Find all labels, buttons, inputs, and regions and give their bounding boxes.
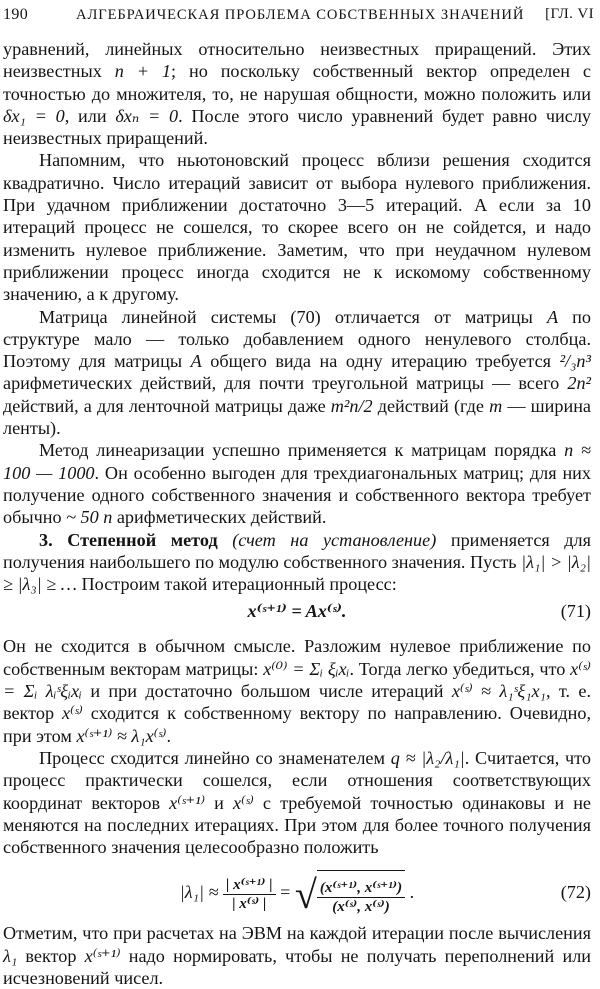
text-run: арифметических действий.	[112, 507, 327, 528]
math-inline: A	[190, 351, 202, 372]
text-run: Построим такой итерационный процесс:	[76, 574, 397, 595]
paragraph-4	[3, 439, 591, 528]
math-inline: x⁽ˢ⁾	[61, 703, 83, 724]
math-inline: q ≈ |λ₂/λ₁|	[390, 747, 465, 768]
text-run: , т. е. вектор	[3, 681, 592, 724]
text-run: .	[166, 725, 171, 746]
math-inline: x⁽ˢ⁾	[232, 792, 254, 813]
math-inline: 2n²	[567, 373, 591, 394]
text-run: вектор	[17, 945, 85, 966]
equation-number: (72)	[560, 882, 591, 903]
math-inline: n + 1	[114, 61, 171, 82]
body-text	[3, 38, 591, 989]
fraction-denominator: (x⁽ˢ⁾, x⁽ˢ⁾)	[332, 898, 390, 915]
text-run: арифметических действий, для почти треугольной матрицы — всего	[3, 373, 568, 394]
text-run: ; но поскольку собственный вектор определен с точностью до множителя, то, не нарушая общности, можно положить или	[3, 61, 591, 104]
equation-lhs: |λ₁| ≈	[179, 882, 219, 903]
fraction-denominator: | x⁽ˢ⁾ |	[232, 895, 267, 912]
text-run: и при достаточно большом числе итераций	[81, 681, 452, 702]
text-run: надо нормировать, чтобы не получать переполнений или исчезновений чисел.	[3, 945, 592, 988]
text-run: общего вида на одну итерацию требуется	[201, 351, 560, 372]
math-inline: x⁽ˢ⁾ = Σᵢ λᵢˢξᵢxᵢ	[3, 658, 591, 702]
math-inline: x⁽ˢ⁾ ≈ λ₁ˢξ₁x₁	[451, 681, 546, 702]
math-inline: |λ₁| > |λ₂| ≥ |λ₃| ≥ …	[3, 551, 591, 595]
math-inline: λ₁	[3, 945, 18, 966]
text-run: применяется для получения наибольшего по модулю собственного значения. Пусть	[3, 529, 591, 572]
math-inline: n ≈ 100 — 1000	[3, 440, 592, 483]
paragraph-3	[3, 306, 591, 440]
paragraph-2: Напомним, что ньютоновский процесс вблизи решения сходится квадратично. Число итераций зависит от выбора нулевого приближения. При удачном приближении достаточно 3—5 итераций. А если за 10 итераций процесс не сошелся, то скорее всего он не сойдется, и надо изменить нулевое приближение. Заметим, что при неудачном нулевом приближении процесс иногда сходится не к искомому собственному значению, а к другому.	[3, 150, 591, 305]
text-run: действий, а для ленточной матрицы даже	[3, 395, 331, 416]
text-run: и	[205, 792, 233, 813]
equals-sign: =	[280, 882, 291, 903]
square-root	[295, 869, 405, 919]
paragraph-7	[3, 747, 591, 858]
text-run: с требуемой точностью одинаковы и не меняются на последних итерациях. При этом для более точного получения собственного значения целесообразно положить	[3, 792, 592, 858]
equation-71	[3, 597, 591, 625]
norm-ratio	[223, 876, 276, 913]
fraction-numerator: (x⁽ˢ⁺¹⁾, x⁽ˢ⁺¹⁾)	[317, 879, 405, 898]
math-inline: x⁽ˢ⁺¹⁾	[84, 945, 121, 966]
equation-period: .	[409, 882, 415, 903]
text-run: сходится к собственному вектору по направлению. Очевидно, при этом	[3, 703, 591, 746]
math-inline: m²n/2	[330, 395, 373, 416]
text-run: Процесс сходится линейно со знаменателем	[39, 747, 391, 768]
equation-expression	[180, 868, 414, 919]
page-header	[0, 0, 600, 34]
chapter-label: [ГЛ. VI	[545, 6, 594, 22]
equation-72	[3, 868, 591, 916]
paragraph-6	[3, 635, 591, 746]
math-inline: x⁽⁰⁾ = Σᵢ ξᵢxᵢ	[263, 658, 350, 679]
math-inline: m	[489, 395, 503, 416]
text-run: Метод линеаризации успешно применяется к матрицам порядка	[39, 440, 565, 461]
math-inline: ²/₃n³	[559, 351, 591, 372]
equation-number: (71)	[560, 601, 591, 622]
section-heading: 3. Степенной метод	[39, 529, 218, 550]
math-inline: x⁽ˢ⁺¹⁾	[169, 792, 206, 813]
text-run: Отметим, что при расчетах на ЭВМ на каждой итерации после вычисления	[3, 923, 591, 944]
math-inline: ~ 50 n	[66, 507, 113, 528]
text-run: действий (где	[372, 395, 490, 416]
text-run: . После этого число уравнений будет равно числу неизвестных приращений.	[3, 105, 592, 149]
text-run: , или	[64, 105, 116, 126]
text-run: . Считается, что процесс практически сошелся, если отношения соответствующих координат векторов	[3, 747, 591, 813]
fraction-numerator: | x⁽ˢ⁺¹⁾ |	[223, 876, 276, 895]
inner-product-ratio	[317, 879, 405, 916]
equation-expression: x⁽ˢ⁺¹⁾ = Ax⁽ˢ⁾.	[247, 601, 347, 622]
paragraph-8	[3, 922, 591, 989]
text-run: . Он особенно выгоден для трехдиагональных матриц; для них получение одного собственного значения и собственного вектора требует обычно	[3, 462, 592, 528]
math-inline: δxₙ = 0	[115, 105, 179, 126]
running-title: АЛГЕБРАИЧЕСКАЯ ПРОБЛЕМА СОБСТВЕННЫХ ЗНАЧЕНИЙ	[76, 7, 525, 23]
text-run: Матрица линейной системы (70) отличается от матрицы	[39, 306, 547, 327]
text-run: по структуре мало — только добавлением одного ненулевого столбца. Поэтому для матрицы	[3, 306, 591, 372]
math-inline: A	[546, 306, 559, 327]
text-run: уравнений, линейных относительно неизвестных приращений. Этих неизвестных	[3, 39, 591, 82]
text-run: — ширина ленты).	[3, 395, 592, 439]
paragraph-5	[3, 529, 591, 596]
page-number: 190	[3, 6, 29, 23]
paragraph-1	[3, 38, 591, 149]
radical-sign-icon: √	[294, 871, 317, 917]
text-run: Он не сходится в обычном смысле. Разложим нулевое приближение по собственным векторам матрицы:	[3, 636, 591, 679]
section-aside: (счет на установление)	[232, 529, 437, 550]
math-inline: δx₁ = 0	[3, 105, 65, 126]
text-run: . Тогда легко убедиться, что	[349, 658, 571, 679]
math-inline: x⁽ˢ⁺¹⁾ ≈ λ₁x⁽ˢ⁾	[76, 725, 167, 746]
